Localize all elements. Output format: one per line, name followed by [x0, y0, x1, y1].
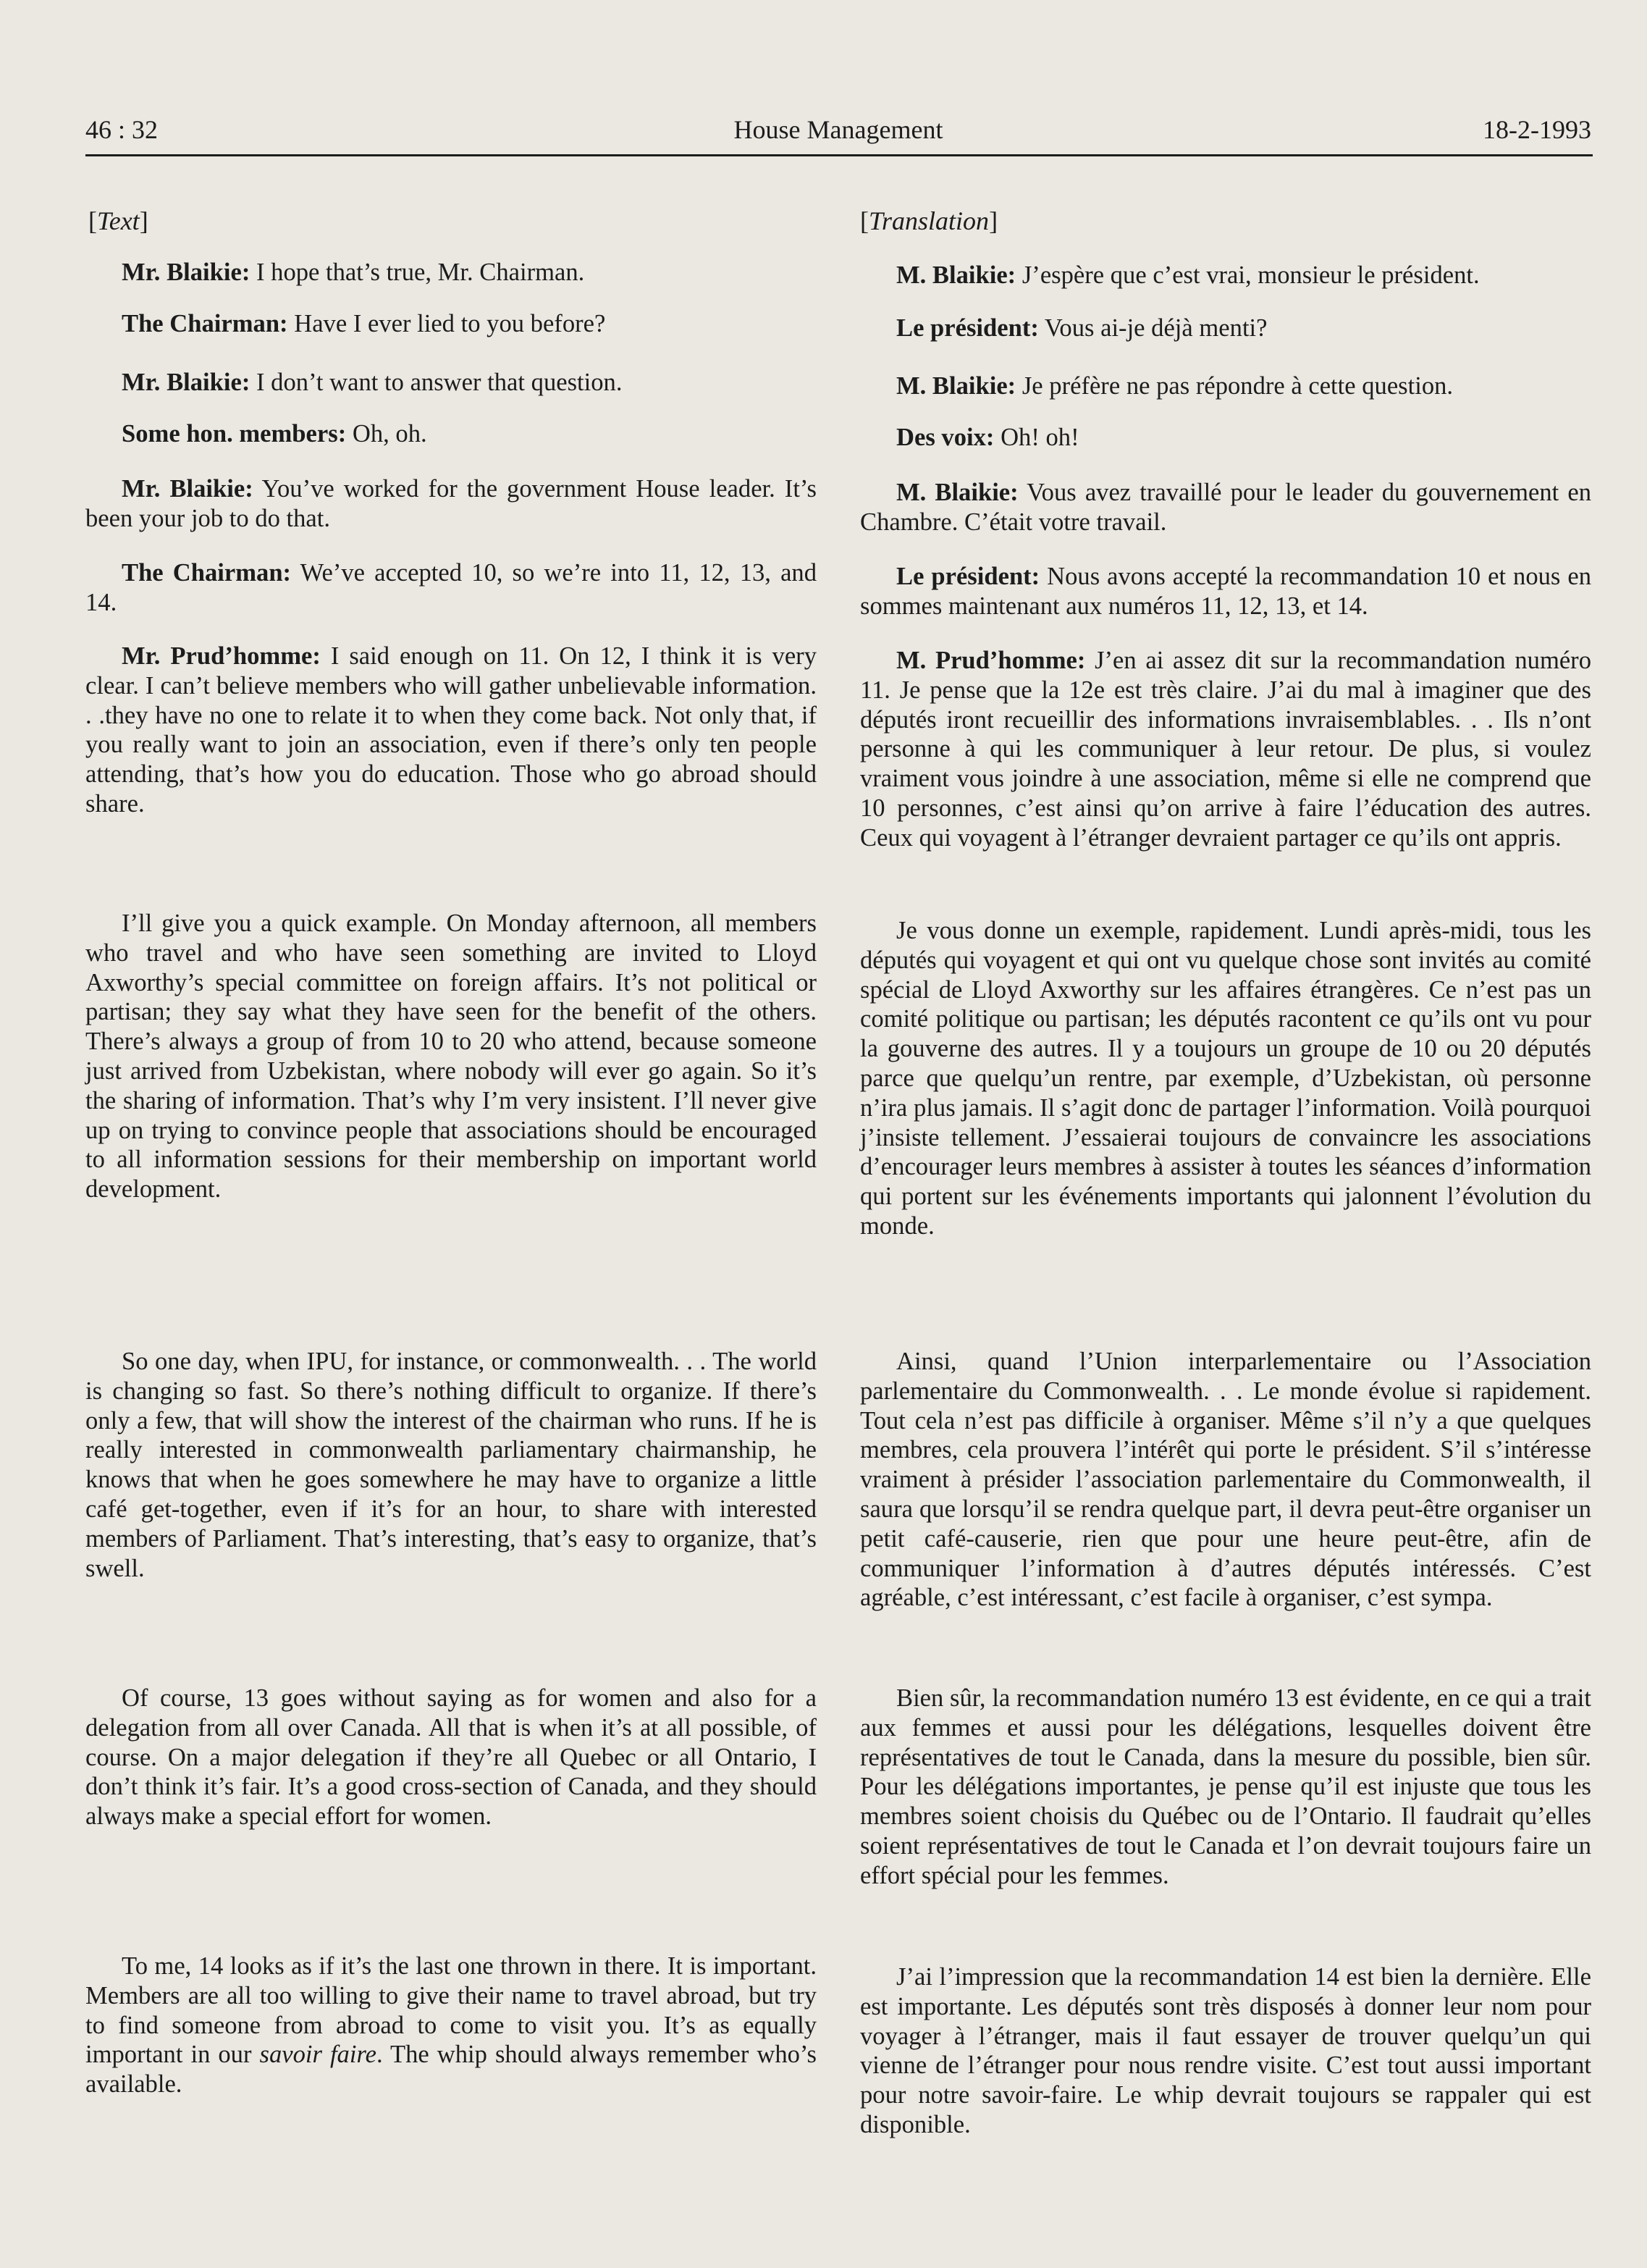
transcript-paragraph: Some hon. members: Oh, oh. [122, 420, 427, 448]
page-title: House Management [733, 115, 943, 144]
transcript-paragraph: Mr. Blaikie: You’ve worked for the government House leader. It’s been your job to do that. [85, 475, 817, 532]
header-rule [85, 154, 1593, 156]
transcript-paragraph: Le président: Vous ai-je déjà menti? [896, 314, 1268, 342]
transcript-paragraph: Ainsi, quand l’Union interparlementaire ou l’Association parlementaire du Commonwealth. . . Le monde évolue si rapidement. Tout cela n’est pas difficile à organiser. Même s’il n’y a que quelques membres, cela prouvera l’intérêt qui porte le président. S’il s’intéresse vraiment à présider l’association parlementaire du Commonwealth, il saura que lorsqu’il se rendra quelque part, il devra peut-être organiser un petit café-causerie, rien que pour une heure peut-être, afin de communiquer l’information à d’autres députés intéressés. C’est agréable, c’est intéressant, c’est facile à organiser, c’est sympa. [860, 1348, 1591, 1612]
transcript-paragraph: Mr. Blaikie: I don’t want to answer that question. [122, 369, 623, 396]
page-header [85, 114, 1591, 156]
transcript-paragraph: M. Blaikie: J’espère que c’est vrai, monsieur le président. [896, 261, 1480, 289]
transcript-paragraph: Je vous donne un exemple, rapidement. Lundi après-midi, tous les députés qui voyagent et qui ont vu quelque chose sont invités au comité spécial de Lloyd Axworthy sur les affaires étrangères. Ce n’est pas un comité politique ou partisan; les députés racontent ce qu’ils ont vu pour la gouverne des autres. Il y a toujours un groupe de 10 ou 20 députés parce que quelqu’un rentre, par exemple, d’Uzbekistan, où personne n’ira plus jamais. Il s’agit donc de partager l’information. Voilà pourquoi j’insiste tellement. J’essaierai toujours de convaincre les associations d’encourager leurs membres à assister à toutes les séances d’information qui portent sur les événements importants qui jalonnent l’évolution du monde. [860, 917, 1591, 1240]
column-tag: [Translation] [860, 206, 998, 235]
transcript-paragraph: M. Blaikie: Vous avez travaillé pour le leader du gouvernement en Chambre. C’était votre travail. [860, 479, 1591, 536]
transcript-paragraph: Of course, 13 goes without saying as for women and also for a delegation from all over Canada. All that is when it’s at all possible, of course. On a major delegation if they’re all Quebec or all Ontario, I don’t think it’s fair. It’s a good cross-section of Canada, and they should always make a special effort for women. [85, 1684, 817, 1831]
transcript-paragraph: So one day, when IPU, for instance, or commonwealth. . . The world is changing so fast. So there’s nothing difficult to organize. If there’s only a few, that will show the interest of the chairman who runs. If he is really interested in commonwealth parliamentary chairmanship, he knows that when he goes somewhere he may have to organize a little café get-together, even if it’s for an hour, to share with interested members of Parliament. That’s interesting, that’s easy to organize, that’s swell. [85, 1348, 817, 1582]
transcript-paragraph: To me, 14 looks as if it’s the last one thrown in there. It is important. Members are all too willing to give their name to travel abroad, but try to find someone from abroad to come to visit you. It’s as equally important in our savoir faire. The whip should always remember who’s available. [85, 1952, 817, 2099]
column-tag: [Text] [88, 206, 148, 235]
transcript-paragraph: I’ll give you a quick example. On Monday afternoon, all members who travel and who have seen something are invited to Lloyd Axworthy’s special committee on foreign affairs. It’s not political or partisan; they say what they have seen for the benefit of the others. There’s always a group of from 10 to 20 who attend, because someone just arrived from Uzbekistan, where nobody will ever go again. So it’s the sharing of information. That’s why I’m very insistent. I’ll never give up on trying to convince people that associations should be encouraged to all information sessions for their membership on important world development. [85, 910, 817, 1204]
transcript-paragraph: M. Blaikie: Je préfère ne pas répondre à cette question. [896, 372, 1454, 400]
transcript-paragraph: The Chairman: We’ve accepted 10, so we’re into 11, 12, 13, and 14. [85, 559, 817, 616]
transcript-paragraph: Des voix: Oh! oh! [896, 424, 1079, 451]
transcript-paragraph: J’ai l’impression que la recommandation 14 est bien la dernière. Elle est importante. Les députés sont très disposés à donner leur nom pour voyager à l’étranger, mais il faut essayer de trouver quelqu’un qui vienne de l’étranger pour nous rendre visite. C’est tout aussi important pour notre savoir-faire. Le whip devrait toujours se rappaler qui est disponible. [860, 1963, 1591, 2138]
transcript-paragraph: Le président: Nous avons accepté la recommandation 10 et nous en sommes maintenant aux numéros 11, 12, 13, et 14. [860, 563, 1591, 620]
transcript-paragraph: Mr. Blaikie: I hope that’s true, Mr. Chairman. [122, 259, 585, 286]
transcript-paragraph: Bien sûr, la recommandation numéro 13 est évidente, en ce qui a trait aux femmes et aussi pour les délégations, lesquelles doivent être représentatives de tout le Canada, dans la mesure du possible, bien sûr. Pour les délégations importantes, je pense qu’il est injuste que tous les membres soient choisis du Québec ou de l’Ontario. Il faudrait qu’elles soient représentatives de tout le Canada et l’on devrait toujours faire un effort spécial pour les femmes. [860, 1684, 1591, 1889]
page-number: 46 : 32 [85, 115, 159, 144]
transcript-paragraph: Mr. Prud’homme: I said enough on 11. On 12, I think it is very clear. I can’t believe members who will gather unbelievable information. . .they have no one to relate it to when they come back. Not only that, if you really want to join an association, even if there’s only ten people attending, that’s how you do education. Those who go abroad should share. [85, 642, 817, 818]
transcript-paragraph: The Chairman: Have I ever lied to you before? [122, 310, 606, 337]
transcript-paragraph: M. Prud’homme: J’en ai assez dit sur la recommandation numéro 11. Je pense que la 12e est très claire. J’ai du mal à imaginer que des députés iront recueillir des informations invraisemblables. . . Ils n’ont personne à qui les communiquer à leur retour. De plus, si voulez vraiment vous joindre à une association, même si elle ne comprend que 10 personnes, c’est ainsi qu’on arrive à faire l’éducation des autres. Ceux qui voyagent à l’étranger devraient partager ce qu’ils ont appris. [860, 647, 1591, 852]
page-date: 18-2-1993 [1483, 115, 1591, 144]
